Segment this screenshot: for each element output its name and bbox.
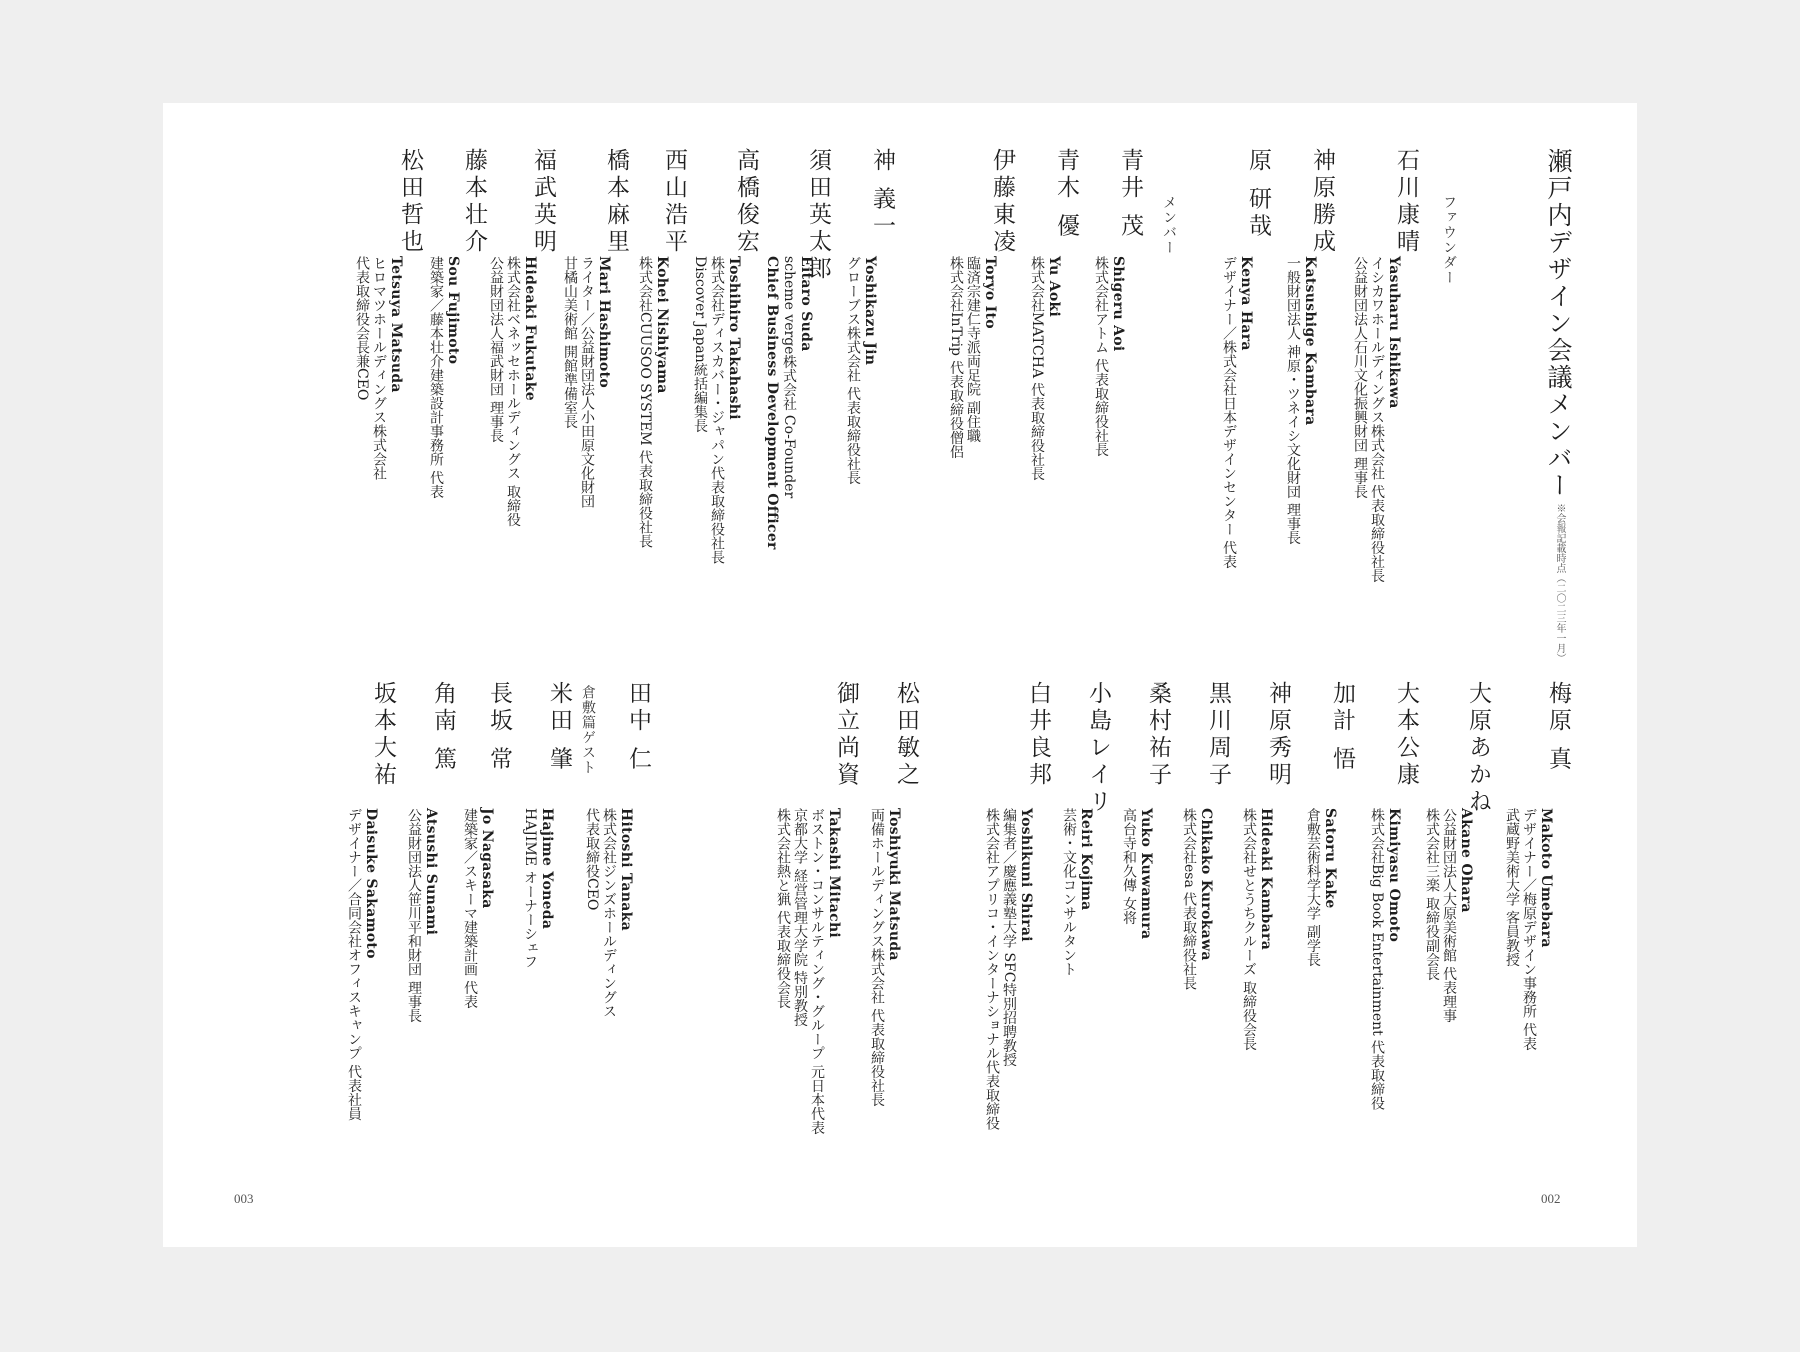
member-name: 原 研哉 (1245, 148, 1271, 241)
member-info (1180, 808, 1214, 990)
member-info (1120, 808, 1154, 939)
member-name: 石川康晴 (1393, 148, 1419, 256)
member-info (1284, 256, 1318, 545)
member-name: 福武英明 (530, 148, 556, 256)
member-roman: Hideaki Kambara (1258, 808, 1274, 951)
member-title-line: 株式会社熱と猟 代表取締役会長 (775, 808, 791, 1009)
member-info (427, 256, 461, 498)
member-roman: Hitoshi Tanaka (618, 808, 634, 931)
member-info (353, 256, 404, 480)
page-number-right: 002 (1541, 1191, 1561, 1206)
member-info (947, 256, 998, 458)
member-title-line: 建築家／藤本壮介建築設計事務所 代表 (428, 256, 444, 499)
member-title-line: ライター／公益財団法人小田原文化財団 (579, 256, 595, 508)
member-info (521, 808, 555, 968)
member-name: 田中 仁 (625, 681, 651, 774)
member-info (1092, 256, 1126, 456)
member-name: 御立尚資 (833, 681, 859, 789)
member-name: 青木 優 (1053, 148, 1079, 241)
member-name: 藤本壮介 (461, 148, 487, 256)
member-title-line: デザイナー／梅原デザイン事務所 代表 (1521, 808, 1537, 1051)
member-roman: Yu Aoki (1046, 256, 1062, 318)
member-name: 高橋俊宏 (733, 148, 759, 256)
member-roman: Atsushi Sunami (423, 808, 439, 936)
member-title-line: イシカワホールディングス株式会社 代表取締役社長 (1369, 256, 1385, 583)
member-info (1304, 808, 1338, 966)
member-info (1220, 256, 1254, 568)
member-title-line: 臨済宗建仁寺派両足院 副住職 (965, 256, 981, 443)
member-roman: Toryo Ito (982, 256, 998, 329)
member-name: 大原あかね (1465, 681, 1491, 816)
section-member-label: メンバー (1161, 195, 1177, 255)
member-title-line: 株式会社三楽 取締役副会長 (1424, 808, 1440, 981)
member-info (691, 256, 742, 564)
member-title-line: 一般財団法人 神原・ツネイシ文化財団 理事長 (1285, 256, 1301, 545)
member-title-line: 武蔵野美術大学 客員教授 (1504, 808, 1520, 967)
member-name: 坂本大祐 (370, 681, 396, 789)
member-roman: Yoshikuni Shirai (1018, 808, 1034, 942)
member-info (1060, 808, 1094, 976)
member-name: 黒川周子 (1205, 681, 1231, 789)
member-title-line: 高台寺和久傳 女将 (1121, 808, 1137, 925)
member-name: 松田敏之 (893, 681, 919, 789)
member-roman: Yoshikazu Jin (862, 256, 878, 366)
member-roman: Chikako Kurokawa (1198, 808, 1214, 961)
member-title-line: 株式会社MATCHA 代表取締役社長 (1029, 256, 1045, 481)
member-info (868, 808, 902, 1106)
section-founder-label: ファウンダー (1441, 195, 1457, 285)
member-title-line: ボストン・コンサルティング・グループ 元日本代表 (809, 808, 825, 1135)
member-name: 桑村祐子 (1145, 681, 1171, 789)
spread-page (163, 103, 1637, 1247)
member-title-line: Discover Japan統括編集長 (692, 256, 708, 433)
member-name: 角南 篤 (430, 681, 456, 774)
member-info (1240, 808, 1274, 1050)
member-info (461, 808, 495, 1008)
page-title: 瀬戸内デザイン会議メンバー (1544, 148, 1573, 499)
member-title-line: 株式会社esa 代表取締役社長 (1181, 808, 1197, 991)
member-roman: Shigeru Aoi (1110, 256, 1126, 352)
member-name: 梅原 真 (1545, 681, 1571, 774)
member-roman: Hideaki Fukutake (522, 256, 538, 401)
member-info (1503, 808, 1554, 1050)
member-title-line: 株式会社せとうちクルーズ 取締役会長 (1241, 808, 1257, 1051)
member-title-line: 公益財団法人大原美術館 代表理事 (1441, 808, 1457, 1023)
member-roman: Sou Fujimoto (445, 256, 461, 365)
member-title-line: 株式会社InTrip 代表取締役僧侶 (948, 256, 964, 459)
member-roman: Eitaro Suda (798, 256, 814, 352)
member-roman: Toshiyuki Matsuda (886, 808, 902, 961)
member-roman: Makoto Umebara (1538, 808, 1554, 948)
member-roman: Satoru Kake (1322, 808, 1338, 909)
member-roman: Reiri Kojima (1078, 808, 1094, 911)
member-roman: Akane Ohara (1458, 808, 1474, 913)
member-roman: Yuko Kuwamura (1138, 808, 1154, 940)
member-title-line: 甘橘山美術館 開館準備室長 (562, 256, 578, 429)
member-title-line: 株式会社ジンズホールディングス (601, 808, 617, 1018)
member-roman: Takashi Mitachi (826, 808, 842, 939)
member-title-line: 建築家／スキーマ建築計画 代表 (462, 808, 478, 1009)
member-title-line: デザイナー／株式会社日本デザインセンター 代表 (1221, 256, 1237, 569)
member-info (1368, 808, 1402, 1110)
member-title-line: 株式会社アプリコ・インターナショナル代表取締役 (984, 808, 1000, 1130)
member-title-line: 芸術・文化コンサルタント (1061, 808, 1077, 976)
member-title-line: 両備ホールディングス株式会社 代表取締役社長 (869, 808, 885, 1107)
member-name: 長坂 常 (486, 681, 512, 774)
member-info (763, 256, 814, 550)
member-title-line: グローブス株式会社 代表取締役社長 (845, 256, 861, 485)
member-name: 神原勝成 (1309, 148, 1335, 256)
member-info (345, 808, 379, 1120)
member-title-line: scheme verge株式会社 Co-Founder (781, 256, 797, 499)
member-title-line: 公益財団法人石川文化振興財団 理事長 (1352, 256, 1368, 499)
member-roman: Katsushige Kambara (1302, 256, 1318, 426)
member-name: 松田哲也 (397, 148, 423, 256)
member-info (405, 808, 439, 1022)
member-roman: Mari Hashimoto (596, 256, 612, 388)
member-roman: Yasuharu Ishikawa (1386, 256, 1402, 409)
title-note: ※会報記載時点（二〇二三年一月） (1554, 503, 1565, 663)
member-title-line: 株式会社Big Book Entertainment 代表取締役 (1369, 808, 1385, 1111)
member-info (1028, 256, 1062, 481)
member-title-line: 公益財団法人福武財団 理事長 (488, 256, 504, 443)
member-title-line: 株式会社ディスカバー・ジャパン代表取締役社長 (709, 256, 725, 564)
member-info (983, 808, 1034, 1130)
member-title-line: 公益財団法人笹川平和財団 理事長 (406, 808, 422, 1023)
member-roman: Kimiyasu Omoto (1386, 808, 1402, 943)
member-info (583, 808, 634, 1018)
member-info (1351, 256, 1402, 582)
member-roman: Tetsuya Matsuda (388, 256, 404, 393)
member-name: 大本公康 (1393, 681, 1419, 789)
member-roman: Jo Nagasaka (479, 808, 495, 909)
member-name: 小島レイリ (1085, 681, 1111, 816)
member-name: 須田英太郎 (805, 148, 831, 283)
member-title-line: HAJIME オーナーシェフ (522, 808, 538, 969)
member-title-line: 株式会社CUUSOO SYSTEM 代表取締役社長 (637, 256, 653, 549)
member-roman: Toshihiro Takahashi (726, 256, 742, 420)
member-roman: Kenya Hara (1238, 256, 1254, 351)
member-info (561, 256, 612, 508)
member-name: 伊藤東凌 (989, 148, 1015, 256)
member-title-line: デザイナー／合同会社オフィスキャンプ 代表社員 (346, 808, 362, 1121)
member-name: 青井 茂 (1117, 148, 1143, 241)
member-title-line: 株式会社アトム 代表取締役社長 (1093, 256, 1109, 457)
member-name: 橋本麻里 (603, 148, 629, 256)
page-number-left: 003 (234, 1191, 254, 1206)
section-guest-label: 倉敷篇ゲスト (580, 685, 596, 775)
member-name: 西山浩平 (661, 148, 687, 256)
member-title-line: 株式会社ベネッセホールディングス 取締役 (505, 256, 521, 527)
member-title-line: 倉敷芸術科学大学 副学長 (1305, 808, 1321, 967)
member-name: 米田 肇 (546, 681, 572, 774)
member-title-line: 代表取締役CEO (584, 808, 600, 911)
member-info (636, 256, 670, 548)
member-name: 白井良邦 (1025, 681, 1051, 789)
member-roman: Kohei Nishiyama (654, 256, 670, 394)
member-name: 神 義一 (869, 148, 895, 241)
member-title-line: 代表取締役会長兼CEO (354, 256, 370, 401)
member-title-line: 京都大学 経営管理大学院 特別教授 (792, 808, 808, 1027)
member-title-line: Chief Business Development Officer (764, 256, 780, 550)
member-info (487, 256, 538, 526)
member-info (774, 808, 842, 1134)
member-info (844, 256, 878, 484)
member-name: 加計 悟 (1329, 681, 1355, 774)
member-roman: Daisuke Sakamoto (363, 808, 379, 959)
member-title-line: 編集者／慶應義塾大学 SFC特別招聘教授 (1001, 808, 1017, 1067)
member-info (1423, 808, 1474, 1022)
member-name: 神原秀明 (1265, 681, 1291, 789)
member-roman: Hajime Yoneda (539, 808, 555, 930)
member-title-line: ヒロマツホールディングス株式会社 (371, 256, 387, 480)
